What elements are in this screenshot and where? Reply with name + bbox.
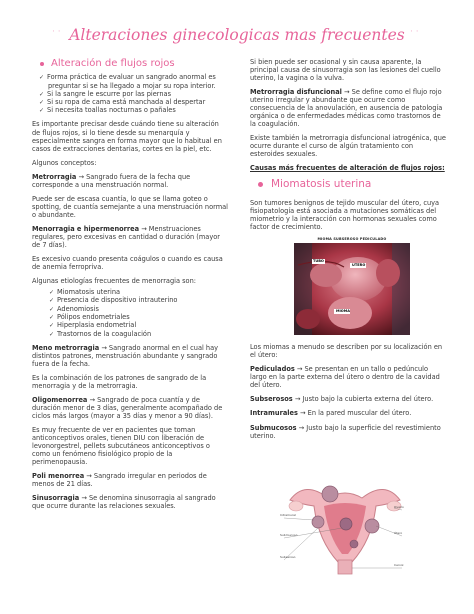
photo-label-tubo: TUBO: [313, 259, 324, 264]
mioma-photo: [288, 237, 416, 337]
list-item: ✓ Presencia de dispositivo intrauterino: [58, 296, 228, 304]
list-item: ✓ Si necesita toallas nocturnas o pañales: [48, 106, 228, 114]
surgical-photo-image: [288, 237, 416, 337]
list-item: ✓ Pólipos endometriales: [58, 313, 228, 321]
list-item: ✓ Adenomiosis: [58, 305, 228, 313]
right-column: [250, 58, 446, 446]
left-column: [32, 58, 228, 516]
term: Poli menorrea: [32, 472, 85, 481]
definition: Sinusorragia → Se denomina sinusorragia al sangrado que ocurre durante las relaciones sexuales.: [32, 494, 216, 511]
paragraph: Si bien puede ser ocasional y sin causa aparente, la principal causa de sinusorragia son las lesiones del cuello uterino, la vagina o la vulva.: [250, 58, 441, 83]
definition: Metrorragia → Sangrado fuera de la fecha que corresponde a una menstruación normal.: [32, 172, 191, 189]
list-item: ✓ Forma práctica de evaluar un sangrado anormal es preguntar si se ha llegado a mojar su ropa interior.: [48, 73, 228, 89]
term: Meno metrorragia: [32, 343, 100, 352]
diagram-label-utero: Útero: [394, 531, 403, 535]
paragraph: Es muy frecuente de ver en pacientes que toman anticonceptivos orales, tienen DIU con liberación de levonorgestrel, pellets subcutáneos anticonceptivos o como un fenómeno fisiológico propio de la perimenopausia.: [32, 426, 210, 467]
definition: Meno metrorragia → Sangrado anormal en el cual hay distintos patrones, menstruación abundante y sangrado fuera de la fecha.: [32, 343, 219, 368]
uterus-fibroid-diagram: [280, 470, 410, 580]
term: Sinusorragia: [32, 494, 80, 503]
decorative-dots-right: · ·: [410, 27, 419, 37]
term: Metrorragia: [32, 172, 77, 181]
bullet-dot-icon: [258, 182, 263, 187]
list-item: ✓ Si su ropa de cama está manchada al despertar: [48, 98, 228, 106]
definition: Submucosos → Justo bajo la superficie del revestimiento uterino.: [250, 423, 441, 440]
paragraph: Es importante precisar desde cuándo tiene su alteración de flujos rojos, si lo tiene desde su menarquía y especialmente sangra en forma mayor que lo habitual en casos de extracciones dentarias, cortes en la piel, etc.: [32, 120, 222, 153]
paragraph: Puede ser de escasa cuantía, lo que se llama goteo o spotting, de cuantía semejante a una menstruación normal o abundante.: [32, 194, 229, 219]
term: Intramurales: [250, 409, 298, 418]
definition: Oligomenorrea → Sangrado de poca cuantía y de duración menor de 3 días, generalmente acompañado de ciclos más largos (mayor a 35 días y menor a 90 días).: [32, 396, 223, 421]
paragraph: Son tumores benignos de tejido muscular del útero, cuya fisiopatología está asociada a mutaciones somáticas del miometrio y la interacción con hormonas sexuales como factor de crecimiento.: [250, 199, 440, 232]
diagram-label-ovario: Ovario: [394, 505, 404, 509]
term: Metrorragia disfuncional: [250, 88, 342, 97]
decorative-dots-left: · ·: [52, 27, 61, 37]
section-heading: Miomatosis uterina: [258, 178, 446, 191]
signs-checklist: [32, 73, 228, 114]
list-item: ✓ Hiperplasia endometrial: [58, 321, 228, 329]
section-heading: Alteración de flujos rojos: [40, 58, 228, 70]
paragraph: Algunos conceptos:: [32, 158, 97, 167]
term: Menorragia e hipermenorrea: [32, 224, 140, 233]
page-title: Alteraciones ginecologicas mas frecuentes: [69, 26, 405, 44]
photo-caption: MIOMA SUBSEROSO PEDICULADO: [317, 237, 387, 242]
paragraph: Los miomas a menudo se describen por su localización en el útero:: [250, 343, 443, 360]
term: Subserosos: [250, 395, 293, 404]
list-item: ✓ Si la sangre le escurre por las piernas: [48, 90, 228, 98]
paragraph: Algunas etiologías frecuentes de menorragia son:: [32, 276, 196, 285]
list-item: ✓ Miomatosis uterina: [58, 288, 228, 296]
photo-label-utero: UTERO: [352, 263, 366, 268]
definition: Poli menorrea → Sangrado irregular en periodos de menos de 21 días.: [32, 472, 207, 489]
definition: Menorragia e hipermenorrea → Menstruaciones regulares, pero excesivas en cantidad o duración (mayor de 7 días).: [32, 224, 220, 249]
diagram-label-submucoso: Submucoso: [280, 533, 298, 537]
paragraph: Existe también la metrorragia disfuncional iatrogénica, que ocurre durante el curso de algún tratamiento con esteroides sexuales.: [250, 134, 446, 159]
paragraph: Es la combinación de los patrones de sangrado de la menorragia y de la metrorragia.: [32, 373, 207, 390]
list-item: ✓ Trastornos de la coagulación: [58, 330, 228, 338]
bullet-dot-icon: [40, 62, 44, 66]
diagram-label-subseroso: Subseroso: [280, 555, 296, 559]
term: Oligomenorrea: [32, 396, 88, 404]
diagram-label-intramural: Intramural: [280, 513, 296, 517]
definition: Intramurales → En la pared muscular del útero.: [250, 409, 412, 418]
term: Pediculados: [250, 365, 295, 374]
definition: Subserosos → Justo bajo la cubierta externa del útero.: [250, 395, 434, 404]
diagram-label-cervix: Cervix: [394, 563, 404, 567]
definition: Metrorragia disfuncional → Se define como el flujo rojo uterino irregular y abundante que ocurre como consecuencia de la anovulación, en ausencia de patología orgánica o de enfermedades médicas como trastornos de la coagulación.: [250, 88, 443, 129]
subheading: Causas más frecuentes de alteración de flujos rojos:: [250, 164, 445, 173]
etiologies-list: [32, 288, 228, 338]
paragraph: Es excesivo cuando presenta coágulos o cuando es causa de anemia ferropriva.: [32, 254, 223, 271]
definition: Pediculados → Se presentan en un tallo o pedúnculo largo en la parte externa del útero o dentro de la cavidad del útero.: [250, 365, 440, 390]
term: Submucosos: [250, 423, 297, 432]
photo-label-mioma: MIOMA: [336, 309, 350, 314]
